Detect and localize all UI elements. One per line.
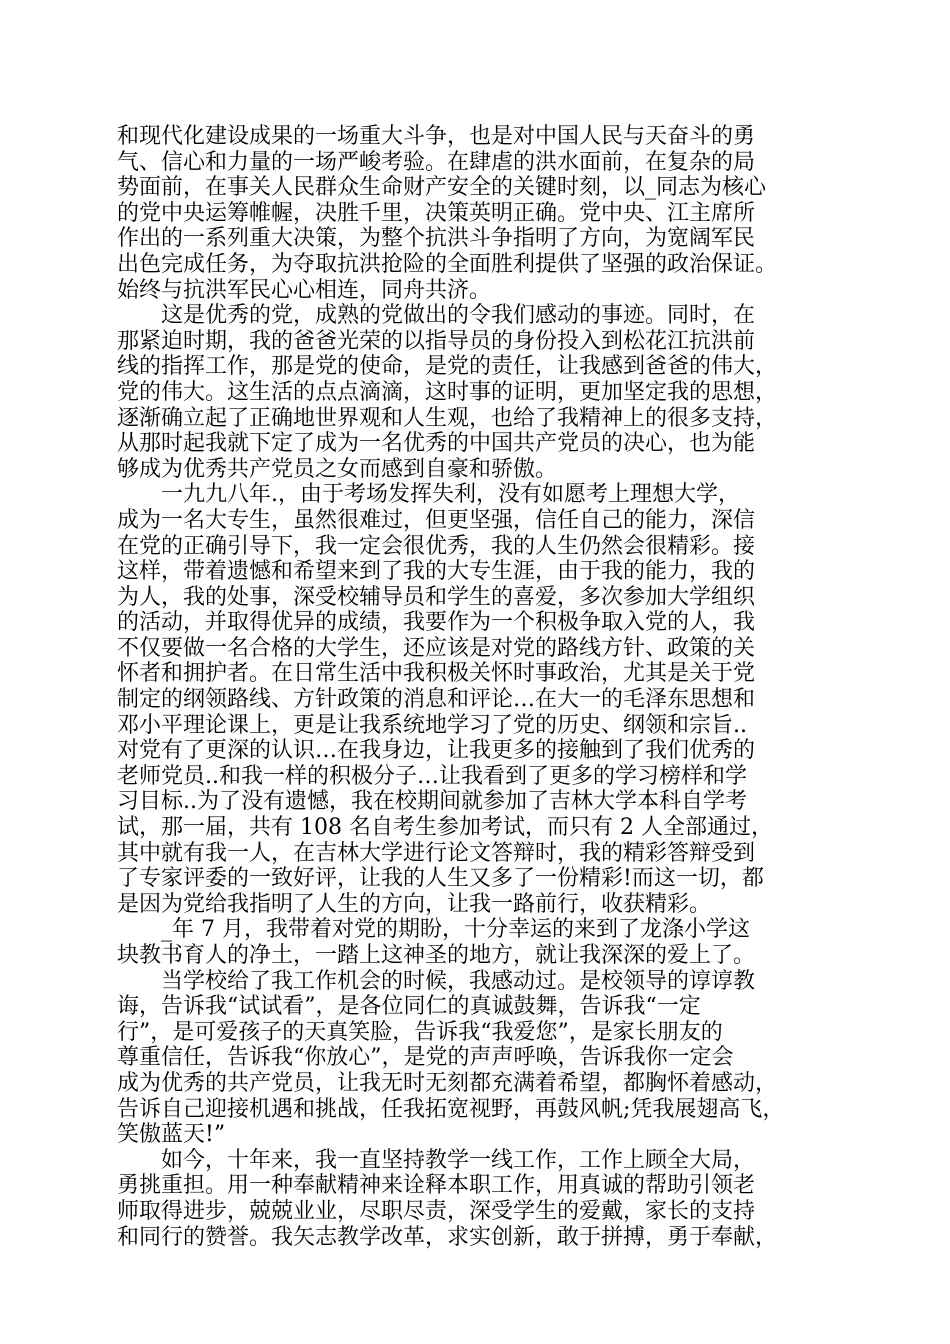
- text-line: 逐渐确立起了正确地世界观和人生观，也给了我精神上的很多支持，: [117, 405, 778, 431]
- text-line: 够成为优秀共产党员之女而感到自豪和骄傲。: [117, 456, 558, 482]
- text-line: 的活动，并取得优异的成绩，我要作为一个积极争取入党的人，我: [117, 610, 756, 636]
- text-line: 习目标..为了没有遗憾，我在校期间就参加了吉林大学本科自学考: [117, 789, 747, 815]
- text-line: 其中就有我一人，在吉林大学进行论文答辩时，我的精彩答辩受到: [117, 840, 756, 866]
- text-line: 党的伟大。这生活的点点滴滴，这时事的证明，更加坚定我的思想，: [117, 379, 778, 405]
- text-line: 气、信心和力量的一场严峻考验。在肆虐的洪水面前，在复杂的局: [117, 149, 756, 175]
- text-line: 作出的一系列重大决策，为整个抗洪斗争指明了方向，为宽阔军民: [117, 226, 756, 252]
- text-line: 的党中央运筹帷幄，决胜千里，决策英明正确。党中央、江主席所: [117, 200, 756, 226]
- text-line: 笑傲蓝天!”: [117, 1122, 226, 1148]
- text-line: 怀者和拥护者。在日常生活中我积极关怀时事政治，尤其是关于党: [117, 661, 756, 687]
- text-line: 了专家评委的一致好评，让我的人生又多了一份精彩!而这一切，都: [117, 866, 764, 892]
- document-body: [117, 124, 827, 1250]
- text-line: 从那时起我就下定了成为一名优秀的中国共产党员的决心，也为能: [117, 431, 756, 457]
- text-line: 线的指挥工作，那是党的使命，是党的责任，让我感到爸爸的伟大，: [117, 354, 778, 380]
- text-line: 这是优秀的党，成熟的党做出的令我们感动的事迹。同时，在: [117, 303, 756, 329]
- text-line: 对党有了更深的认识…在我身边，让我更多的接触到了我们优秀的: [117, 738, 756, 764]
- text-line: 告诉自己迎接机遇和挑战，任我拓宽视野，再鼓风帆;凭我展翅高飞，: [117, 1096, 785, 1122]
- text-line: 老师党员..和我一样的积极分子…让我看到了更多的学习榜样和学: [117, 763, 747, 789]
- text-line: 这样，带着遗憾和希望来到了我的大专生涯，由于我的能力，我的: [117, 559, 756, 585]
- text-line: 当学校给了我工作机会的时候，我感动过。是校领导的谆谆教: [117, 968, 756, 994]
- text-line: 和现代化建设成果的一场重大斗争，也是对中国人民与天奋斗的勇: [117, 124, 756, 149]
- text-line: 师取得进步，兢兢业业，尽职尽责，深受学生的爱戴，家长的支持: [117, 1198, 756, 1224]
- text-line: 块教书育人的净土，一踏上这神圣的地方，就让我深深的爱上了。: [117, 943, 756, 968]
- text-line: 行”，是可爱孩子的天真笑脸，告诉我“我爱您”，是家长朋友的: [117, 1019, 723, 1045]
- text-line: 邓小平理论课上，更是让我系统地学习了党的历史、纲领和宗旨..: [117, 712, 747, 738]
- text-line: 成为一名大专生，虽然很难过，但更坚强，信任自己的能力，深信: [117, 507, 756, 533]
- text-line: 为人，我的处事，深受校辅导员和学生的喜爱，多次参加大学组织: [117, 584, 756, 610]
- text-line: 出色完成任务，为夺取抗洪抢险的全面胜利提供了坚强的政治保证。: [117, 251, 778, 277]
- text-line: 试，那一届，共有 108 名自考生参加考试，而只有 2 人全部通过，: [117, 815, 773, 841]
- text-line: 尊重信任，告诉我“你放心”，是党的声声呼唤，告诉我你一定会: [117, 1045, 734, 1071]
- text-line: 势面前，在事关人民群众生命财产安全的关键时刻，以_同志为核心: [117, 175, 767, 201]
- text-line: 那紧迫时期，我的爸爸光荣的以指导员的身份投入到松花江抗洪前: [117, 328, 756, 354]
- text-line: 制定的纲领路线、方针政策的消息和评论…在大一的毛泽东思想和: [117, 687, 756, 713]
- text-line: 不仅要做一名合格的大学生，还应该是对党的路线方针、政策的关: [117, 635, 756, 661]
- text-line: 诲，告诉我“试试看”，是各位同仁的真诚鼓舞，告诉我“一定: [117, 994, 701, 1020]
- text-line: _年 7 月，我带着对党的期盼，十分幸运的来到了龙涤小学这: [117, 917, 750, 943]
- text-line: 和同行的赞誉。我矢志教学改革，求实创新，敢于拼搏，勇于奉献，: [117, 1224, 778, 1250]
- text-line: 如今，十年来，我一直坚持教学一线工作，工作上顾全大局，: [117, 1147, 756, 1173]
- text-line: 在党的正确引导下，我一定会很优秀，我的人生仍然会很精彩。接: [117, 533, 756, 559]
- text-line: 成为优秀的共产党员，让我无时无刻都充满着希望，都胸怀着感动，: [117, 1070, 778, 1096]
- text-line: 是因为党给我指明了人生的方向，让我一路前行，收获精彩。: [117, 891, 712, 917]
- text-line: 始终与抗洪军民心心相连，同舟共济。: [117, 277, 492, 303]
- text-line: 勇挑重担。用一种奉献精神来诠释本职工作，用真诚的帮助引领老: [117, 1173, 756, 1199]
- text-line: 一九九八年.，由于考场发挥失利，没有如愿考上理想大学，: [117, 482, 740, 508]
